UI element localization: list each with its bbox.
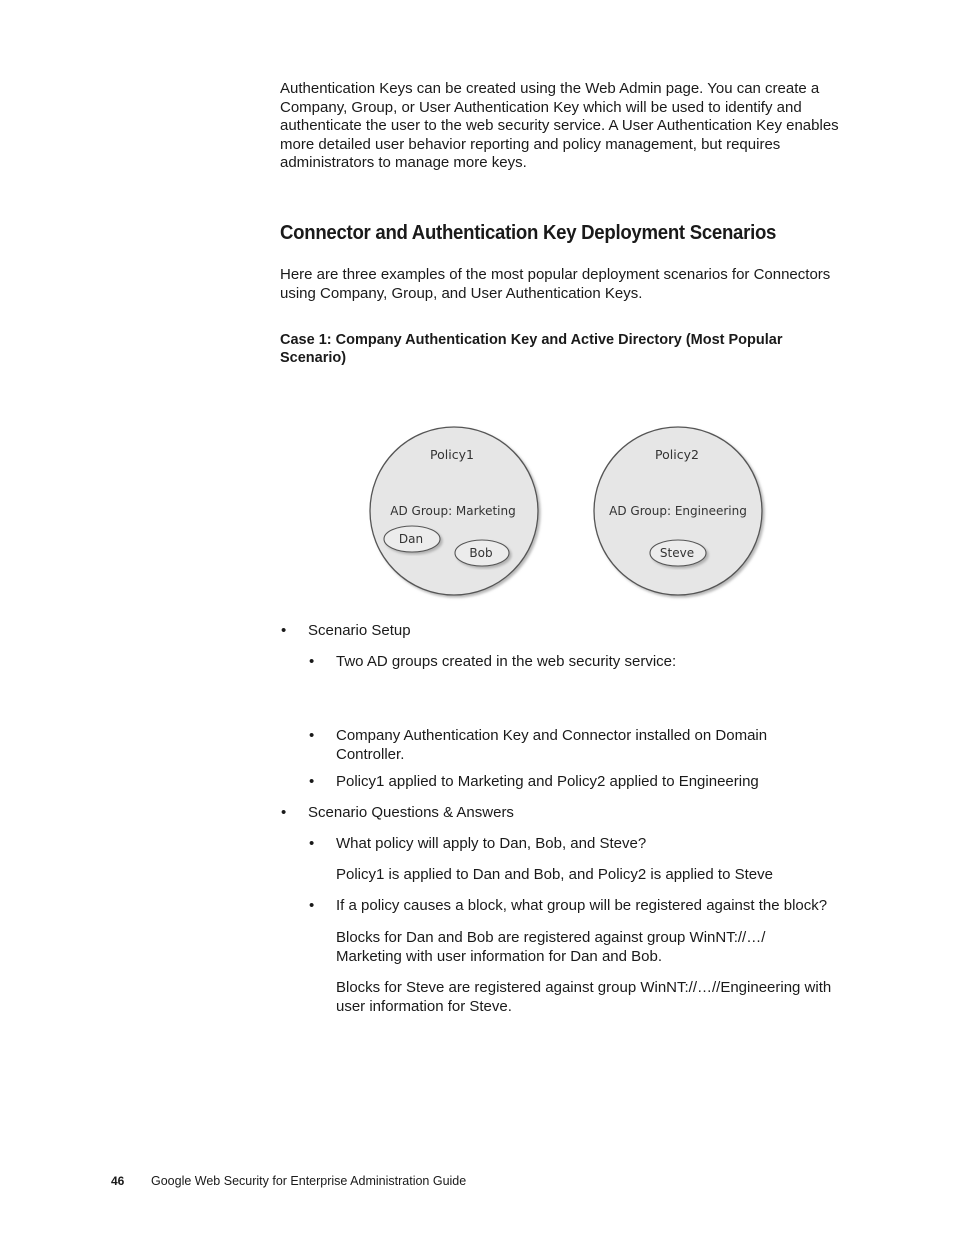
setup-item-groups: Two AD groups created in the web security service: <box>336 653 677 670</box>
bullet-marker: • <box>309 653 315 670</box>
user-bob-label: Bob <box>469 546 493 560</box>
setup-item-connector: Company Authentication Key and Connector installed on Domain Controller. <box>336 727 768 763</box>
user-bob-ellipse <box>455 540 509 566</box>
answer-1: Policy1 is applied to Dan and Bob, and Policy2 is applied to Steve <box>336 866 773 883</box>
answer-2a: Blocks for Dan and Bob are registered against group WinNT://…/ Marketing with user information for Dan and Bob. <box>336 929 766 965</box>
section-heading: Connector and Authentication Key Deployment Scenarios <box>280 222 777 244</box>
policy2-circle <box>594 427 762 595</box>
bullet-marker: • <box>309 835 315 852</box>
footer-doc-title: Google Web Security for Enterprise Administration Guide <box>151 1174 467 1188</box>
policy1-title: Policy1 <box>430 447 474 462</box>
answer-2b: Blocks for Steve are registered against group WinNT://…//Engineering with user information for Steve. <box>336 979 832 1015</box>
scenario-qa-item: Scenario Questions & Answers <box>308 804 514 821</box>
policy-diagram <box>365 421 770 601</box>
scenario-setup-item: Scenario Setup <box>308 622 411 639</box>
section-lead-paragraph: Here are three examples of the most popular deployment scenarios for Connectors using Company, Group, and User Authentication Keys. <box>280 266 831 302</box>
setup-item-policies: Policy1 applied to Marketing and Policy2 applied to Engineering <box>336 773 759 790</box>
policy1-circle <box>370 427 538 595</box>
intro-paragraph: Authentication Keys can be created using the Web Admin page. You can create a Company, Group, or User Authentication Key which will be used to identify and authenticate the user to the web security service. A User Authentication Key enables more detailed user behavior reporting and policy management, but requires administrators to manage more keys. <box>280 80 839 172</box>
user-dan-ellipse <box>384 526 440 552</box>
policy1-group-label: AD Group: Marketing <box>390 504 516 518</box>
page-number: 46 <box>111 1174 125 1188</box>
question-1: What policy will apply to Dan, Bob, and Steve? <box>336 835 647 852</box>
case-heading: Case 1: Company Authentication Key and Active Directory (Most Popular Scenario) <box>280 332 783 366</box>
user-steve-label: Steve <box>659 546 695 560</box>
bullet-marker: • <box>309 897 315 914</box>
bullet-marker: • <box>309 773 315 790</box>
bullet-marker: • <box>281 622 287 639</box>
question-2: If a policy causes a block, what group will be registered against the block? <box>336 897 828 914</box>
policy2-title: Policy2 <box>655 447 699 462</box>
user-steve-ellipse <box>650 540 706 566</box>
user-dan-label: Dan <box>398 532 424 546</box>
policy2-group-label: AD Group: Engineering <box>609 504 747 518</box>
bullet-marker: • <box>309 727 315 744</box>
bullet-marker: • <box>281 804 287 821</box>
